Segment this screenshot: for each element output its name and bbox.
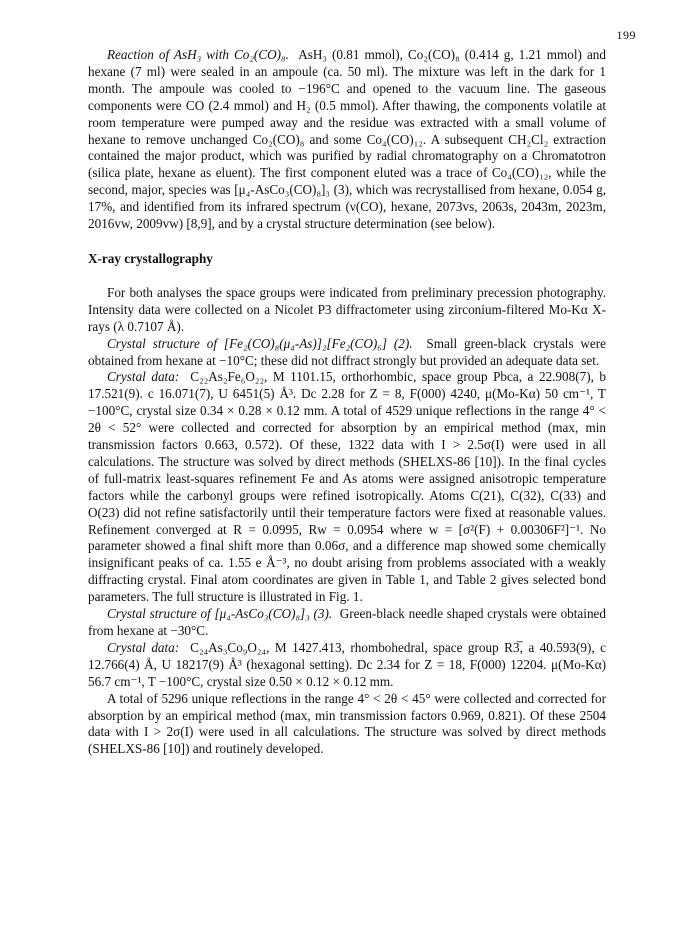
reaction-paragraph <box>88 47 606 233</box>
structure-2-paragraph <box>88 336 606 370</box>
crystal-data-3-text: C₂₄As₃Co₉O₂₄, M 1427.413, rhombohedral, space group R3̅, a 40.593(9), c 12.766(4) Å, U 18217(9) Å³ (hexagonal setting). Dc 2.34 for Z = 18, F(000) 12204. μ(Mo-Kα) 56.7 cm⁻¹, T −100°C, crystal size 0.50 × 0.12 × 0.12 mm. <box>88 639 607 689</box>
crystal-data-2-text: C₂₂As₂Fe₆O₂₂, M 1101.15, orthorhombic, space group Pbca, a 22.908(7), b 17.521(9). c 16.071(7), U 6451(5) Å³. Dc 2.28 for Z = 8, F(000) 4240, μ(Mo-Kα) 50 cm⁻¹, T −100°C, crystal size 0.34 × 0.28 × 0.12 mm. A total of 4529 unique reflections in the range 4° < 2θ < 52° were collected and corrected for absorption by an empirical method (max, min transmission factors 0.663, 0.572). Of these, 1322 data with I > 2.5σ(I) were used in all calculations. The structure was solved by direct methods (SHELXS-86 [10]). In the final cycles of full-matrix least-squares refinement Fe and As atoms were assigned anisotropic temperature factors while the carbonyl groups were refined isotropically. Atoms C(21), C(32), C(33) and O(23) did not refine satisfactorily until their temperature factors were fixed at reasonable values. Refinement converged at R = 0.0995, Rw = 0.0954 where w = [σ²(F) + 0.00306F²]⁻¹. No parameter showed a final shift more than 0.06σ, and a difference map showed some chemically insignificant peaks of ca. 1.55 e Å⁻³, no doubt arising from problems associated with a weakly diffracting crystal. Final atom coordinates are given in Table 1, and Table 2 gives selected bond parameters. The full structure is illustrated in Fig. 1. <box>88 369 607 605</box>
crystal-data-2-paragraph <box>88 369 606 606</box>
reflections-paragraph: A total of 5296 unique reflections in the range 4° < 2θ < 45° were collected and corrected for absorption by an empirical method (max, min transmission factors 0.969, 0.821). Of these 2504 data with I > 2σ(I) were used in all calculations. The structure was solved by direct methods (SHELXS-86 [10]) and routinely developed. <box>88 690 606 757</box>
article-body <box>88 47 606 758</box>
crystal-data-3-paragraph <box>88 640 606 691</box>
structure-3-text: Green-black needle shaped crystals were obtained from hexane at −30°C. <box>88 606 606 638</box>
structure-3-paragraph <box>88 606 606 640</box>
structure-2-text: Small green-black crystals were obtained from hexane at −10°C; these did not diffract strongly but provided an adequate data set. <box>88 335 607 368</box>
section-heading: X-ray crystallography <box>88 250 213 266</box>
structure-2-title: Crystal structure of [Fe₂(CO)₈(μ₄-As)]₂[Fe₂(CO)₆] (2). <box>107 335 413 351</box>
intro-paragraph: For both analyses the space groups were indicated from preliminary precession photography. Intensity data were collected on a Nicolet P3 diffractometer using zirconium-filtered Mo-Kα X-rays (λ 0.7107 Å). <box>88 284 606 334</box>
reaction-title: Reaction of AsH₃ with Co₂(CO)₈. <box>107 47 289 62</box>
crystal-data-3-title: Crystal data: <box>107 639 180 655</box>
reaction-text: AsH₃ (0.81 mmol), Co₂(CO)₈ (0.414 g, 1.21 mmol) and hexane (7 ml) were sealed in an ampoule (ca. 50 ml). The mixture was left in the dark for 1 month. The ampoule was cooled to −196°C and opened to the vacuum line. The gaseous components were CO (2.4 mmol) and H₂ (0.5 mmol). After thawing, the components volatile at room temperature were pumped away and the residue was extracted with a small volume of hexane to remove unchanged Co₂(CO)₈ and some Co₄(CO)₁₂. A subsequent CH₂Cl₂ extraction contained the major product, which was purified by radial chromatography on a Chromatotron (silica plate, hexane as eluent). The first component eluted was a trace of Co₄(CO)₁₂, while the second, major, species was [μ₄-AsCo₃(CO)₈]₃ (3), which was recrystallised from hexane, 0.054 g, 17%, and identified from its infrared spectrum (ν(CO), hexane, 2073vs, 2063s, 2043m, 2023m, 2016vw, 2009vw) [8,9], and by a crystal structure determination (see below). <box>88 47 606 232</box>
page-number: 199 <box>616 28 636 42</box>
structure-3-title: Crystal structure of [μ₄-AsCo₃(CO)₈]₃ (3). <box>107 606 333 622</box>
crystal-data-2-title: Crystal data: <box>107 369 180 385</box>
